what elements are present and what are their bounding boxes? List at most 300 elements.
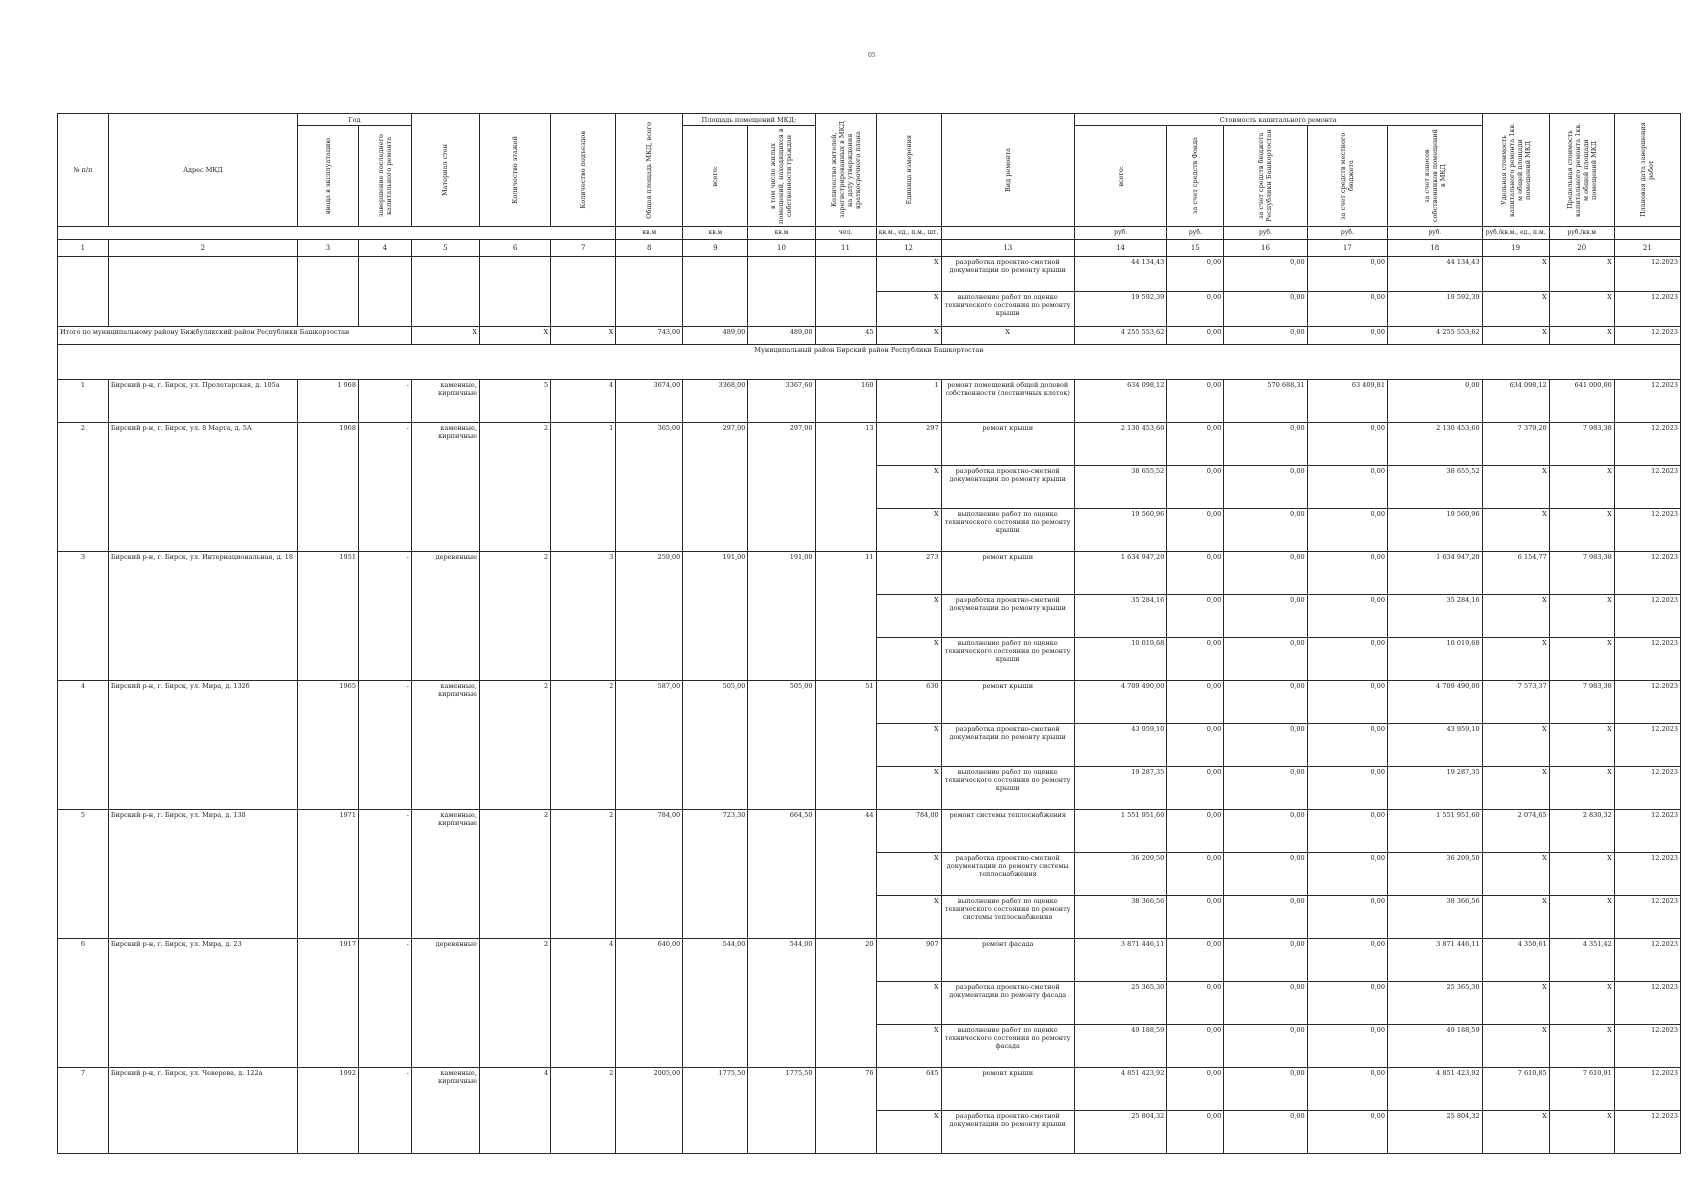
- specific-cost-cell: X: [1482, 982, 1549, 1025]
- cost-owners-cell: 44 134,43: [1387, 257, 1482, 292]
- repair-type-cell: выполнение работ по оценке технического состояния по ремонту крыши: [941, 509, 1074, 552]
- cost-fund-cell: 0,00: [1167, 595, 1224, 638]
- cost-local-cell: 0,00: [1307, 292, 1387, 327]
- wall-cell: каменные, кирпичные: [411, 380, 479, 423]
- header-repair-type: Вид ремонта: [941, 114, 1074, 227]
- address-cell: Бирский р-н, г. Бирск, ул. Чеверева, д. 122а: [108, 1068, 297, 1154]
- column-number-row: 1 2 3 4 5 6 7 8 9 10 11 12 13 14 15 16 17 18 19 20 21: [58, 240, 1681, 257]
- cost-fund-cell: 0,00: [1167, 810, 1224, 853]
- max-cost-cell: 641 000,00: [1549, 380, 1614, 423]
- cost-local-cell: 0,00: [1307, 595, 1387, 638]
- specific-cost-cell: X: [1482, 466, 1549, 509]
- cost-local-cell: 0,00: [1307, 724, 1387, 767]
- residential-cell: 297,00: [748, 423, 815, 552]
- residents-cell: 45: [815, 327, 876, 345]
- cost-local-cell: 0,00: [1307, 509, 1387, 552]
- unit-cell: X: [876, 257, 941, 292]
- cost-local-cell: 0,00: [1307, 257, 1387, 292]
- building-row: [58, 423, 1681, 466]
- cost-republic-cell: 0,00: [1224, 681, 1307, 724]
- empty-cell: [748, 257, 815, 327]
- header-year-group: Год: [297, 114, 411, 126]
- wall-cell: деревянные: [411, 939, 479, 1068]
- unit-cell: X: [876, 292, 941, 327]
- cost-republic-cell: 0,00: [1224, 595, 1307, 638]
- planned-date-cell: 12.2023: [1614, 292, 1680, 327]
- area-cell: 3674,00: [616, 380, 683, 423]
- cost-total-cell: 4 255 553,62: [1074, 327, 1167, 345]
- cost-local-cell: 0,00: [1307, 423, 1387, 466]
- cost-local-cell: 0,00: [1307, 767, 1387, 810]
- cost-total-cell: 38 655,52: [1074, 466, 1167, 509]
- cost-local-cell: 0,00: [1307, 853, 1387, 896]
- floors-cell: 2: [479, 810, 550, 939]
- cost-total-cell: 19 287,35: [1074, 767, 1167, 810]
- specific-cost-cell: X: [1482, 853, 1549, 896]
- repair-type-cell: выполнение работ по оценке технического состояния по ремонту фасада: [941, 1025, 1074, 1068]
- row-number: 6: [58, 939, 109, 1068]
- cost-republic-cell: 0,00: [1224, 939, 1307, 982]
- cost-owners-cell: 0,00: [1387, 380, 1482, 423]
- cost-fund-cell: 0,00: [1167, 423, 1224, 466]
- max-cost-cell: X: [1549, 853, 1614, 896]
- planned-date-cell: 12.2023: [1614, 380, 1680, 423]
- repair-type-cell: ремонт системы теплоснабжения: [941, 810, 1074, 853]
- section-title: Муниципальный район Бирский район Республики Башкортостан: [58, 345, 1681, 380]
- max-cost-cell: X: [1549, 767, 1614, 810]
- row-number: 7: [58, 1068, 109, 1154]
- specific-cost-cell: 4 350,61: [1482, 939, 1549, 982]
- planned-date-cell: 12.2023: [1614, 853, 1680, 896]
- cost-owners-cell: 43 959,10: [1387, 724, 1482, 767]
- wall-cell: каменные, кирпичные: [411, 810, 479, 939]
- cost-republic-cell: 0,00: [1224, 1111, 1307, 1154]
- header-year-commissioning: ввода в эксплуатацию: [297, 126, 358, 227]
- specific-cost-cell: X: [1482, 1111, 1549, 1154]
- repair-type-cell: выполнение работ по оценке технического состояния по ремонту системы теплоснабжения: [941, 896, 1074, 939]
- cost-owners-cell: 49 188,59: [1387, 1025, 1482, 1068]
- specific-cost-cell: 7 379,20: [1482, 423, 1549, 466]
- year-cell: 1965: [297, 681, 358, 810]
- floors-cell: 4: [479, 1068, 550, 1154]
- premises-cell: 723,30: [683, 810, 748, 939]
- max-cost-cell: X: [1549, 509, 1614, 552]
- specific-cost-cell: X: [1482, 638, 1549, 681]
- cost-fund-cell: 0,00: [1167, 939, 1224, 982]
- cost-fund-cell: 0,00: [1167, 1111, 1224, 1154]
- max-cost-cell: X: [1549, 292, 1614, 327]
- area-cell: 587,00: [616, 681, 683, 810]
- cost-total-cell: 634 098,12: [1074, 380, 1167, 423]
- empty-cell: [551, 257, 616, 327]
- header-cost-republic: за счет средств бюджета Республики Башкортостан: [1224, 126, 1307, 227]
- repair-type-cell: ремонт крыши: [941, 681, 1074, 724]
- cost-republic-cell: 0,00: [1224, 327, 1307, 345]
- specific-cost-cell: X: [1482, 509, 1549, 552]
- year-cell: 1951: [297, 552, 358, 681]
- floors-cell: 2: [479, 552, 550, 681]
- cost-owners-cell: 4 709 490,00: [1387, 681, 1482, 724]
- building-row: [58, 1068, 1681, 1111]
- empty-cell: [616, 257, 683, 327]
- building-row: [58, 939, 1681, 982]
- unit-cell: 784,00: [876, 810, 941, 853]
- unit-cell: X: [876, 638, 941, 681]
- header-cost-owners: за счет взносов собственников помещений в МКД: [1387, 126, 1482, 227]
- cost-owners-cell: 1 551 951,60: [1387, 810, 1482, 853]
- address-cell: Бирский р-н, г. Бирск, ул. Мира, д. 132б: [108, 681, 297, 810]
- planned-date-cell: 12.2023: [1614, 552, 1680, 595]
- repair-type-cell: разработка проектно-сметной документации по ремонту системы теплоснабжения: [941, 853, 1074, 896]
- residential-cell: 664,50: [748, 810, 815, 939]
- cost-owners-cell: 3 871 446,11: [1387, 939, 1482, 982]
- cost-total-cell: 1 634 947,20: [1074, 552, 1167, 595]
- table-header: [58, 114, 1681, 257]
- entrances-cell: 1: [551, 423, 616, 552]
- planned-date-cell: 12.2023: [1614, 595, 1680, 638]
- wall-cell: каменные, кирпичные: [411, 681, 479, 810]
- cost-owners-cell: 38 655,52: [1387, 466, 1482, 509]
- max-cost-cell: 7 610,91: [1549, 1068, 1614, 1111]
- floors-cell: 5: [479, 380, 550, 423]
- cost-republic-cell: 0,00: [1224, 982, 1307, 1025]
- last-repair-cell: -: [358, 380, 411, 423]
- cost-local-cell: 0,00: [1307, 1068, 1387, 1111]
- cost-local-cell: 0,00: [1307, 896, 1387, 939]
- unit-cell: X: [876, 509, 941, 552]
- cost-total-cell: 38 366,56: [1074, 896, 1167, 939]
- area-cell: 784,00: [616, 810, 683, 939]
- residents-cell: 11: [815, 552, 876, 681]
- header-premises-residential: в том числе жилых помещений, находящихся в собственности граждан: [748, 126, 815, 227]
- planned-date-cell: 12.2023: [1614, 638, 1680, 681]
- header-cost-local: за счет средств местного бюджета: [1307, 126, 1387, 227]
- cost-republic-cell: 570 688,31: [1224, 380, 1307, 423]
- cost-fund-cell: 0,00: [1167, 1068, 1224, 1111]
- unit-cell: X: [876, 767, 941, 810]
- max-cost-cell: X: [1549, 257, 1614, 292]
- max-cost-cell: X: [1549, 1025, 1614, 1068]
- unit-cell: 273: [876, 552, 941, 595]
- cost-total-cell: 44 134,43: [1074, 257, 1167, 292]
- entrances-cell: 4: [551, 380, 616, 423]
- residential-cell: 3367,60: [748, 380, 815, 423]
- empty-cell: [411, 257, 479, 327]
- cost-republic-cell: 0,00: [1224, 724, 1307, 767]
- planned-date-cell: 12.2023: [1614, 982, 1680, 1025]
- cost-fund-cell: 0,00: [1167, 724, 1224, 767]
- premises-cell: 489,00: [683, 327, 748, 345]
- header-max-cost: Предельная стоимость капитального ремонта 1кв. м общей площади помещений МКД: [1549, 114, 1614, 227]
- repair-type-cell: ремонт фасада: [941, 939, 1074, 982]
- header-cost-fund: за счет средств Фонда: [1167, 126, 1224, 227]
- section-row: [58, 345, 1681, 380]
- capital-repair-table: [57, 113, 1681, 1154]
- specific-cost-cell: 634 098,12: [1482, 380, 1549, 423]
- specific-cost-cell: X: [1482, 595, 1549, 638]
- cost-fund-cell: 0,00: [1167, 257, 1224, 292]
- header-premises-total: всего:: [683, 126, 748, 227]
- max-cost-cell: 7 983,38: [1549, 681, 1614, 724]
- max-cost-cell: 7 983,38: [1549, 552, 1614, 595]
- cost-total-cell: 49 188,59: [1074, 1025, 1167, 1068]
- planned-date-cell: 12.2023: [1614, 724, 1680, 767]
- cost-fund-cell: 0,00: [1167, 1025, 1224, 1068]
- repair-type-cell: разработка проектно-сметной документации по ремонту крыши: [941, 466, 1074, 509]
- subtotal-row: [58, 327, 1681, 345]
- cost-republic-cell: 0,00: [1224, 1068, 1307, 1111]
- specific-cost-cell: X: [1482, 724, 1549, 767]
- cost-total-cell: 4 851 423,92: [1074, 1068, 1167, 1111]
- building-row: [58, 810, 1681, 853]
- cost-republic-cell: 0,00: [1224, 552, 1307, 595]
- cost-total-cell: 19 560,96: [1074, 509, 1167, 552]
- residential-cell: 489,00: [748, 327, 815, 345]
- cost-local-cell: 0,00: [1307, 466, 1387, 509]
- header-wall: Материал стен: [411, 114, 479, 227]
- cost-local-cell: 63 409,81: [1307, 380, 1387, 423]
- area-cell: 640,00: [616, 939, 683, 1068]
- residential-cell: 191,00: [748, 552, 815, 681]
- cost-owners-cell: 35 284,16: [1387, 595, 1482, 638]
- max-cost-cell: X: [1549, 982, 1614, 1025]
- max-cost-cell: X: [1549, 466, 1614, 509]
- cost-total-cell: 36 209,50: [1074, 853, 1167, 896]
- subtotal-label: Итого по муниципальному району Бижбулякский район Республики Башкортостан: [58, 327, 412, 345]
- premises-cell: 544,00: [683, 939, 748, 1068]
- cost-republic-cell: 0,00: [1224, 292, 1307, 327]
- cost-total-cell: 10 019,68: [1074, 638, 1167, 681]
- max-cost-cell: X: [1549, 724, 1614, 767]
- carry-row: [58, 257, 1681, 292]
- cost-republic-cell: 0,00: [1224, 638, 1307, 681]
- cost-fund-cell: 0,00: [1167, 638, 1224, 681]
- header-cost-group: Стоимость капитального ремонта: [1074, 114, 1482, 126]
- cost-fund-cell: 0,00: [1167, 552, 1224, 595]
- specific-cost-cell: X: [1482, 767, 1549, 810]
- planned-date-cell: 12.2023: [1614, 896, 1680, 939]
- header-units-row: кв.м кв.м кв.м чел. кв.м., ед., п.м., шт. руб. руб. руб. руб. руб. руб./кв.м., ед., п.м. руб./кв.м: [58, 227, 1681, 240]
- max-cost-cell: X: [1549, 638, 1614, 681]
- repair-type-cell: ремонт крыши: [941, 423, 1074, 466]
- entrances-cell: 2: [551, 810, 616, 939]
- repair-type-cell: выполнение работ по оценке технического состояния по ремонту крыши: [941, 292, 1074, 327]
- planned-date-cell: 12.2023: [1614, 1111, 1680, 1154]
- repair-type-cell: ремонт крыши: [941, 552, 1074, 595]
- unit-cell: X: [876, 466, 941, 509]
- empty-cell: [815, 257, 876, 327]
- cost-local-cell: 0,00: [1307, 1025, 1387, 1068]
- repair-type-cell: разработка проектно-сметной документации по ремонту крыши: [941, 724, 1074, 767]
- cost-total-cell: 35 284,16: [1074, 595, 1167, 638]
- address-cell: Бирский р-н, г. Бирск, ул. 8 Марта, д. 5А: [108, 423, 297, 552]
- residential-cell: 544,00: [748, 939, 815, 1068]
- planned-date-cell: 12.2023: [1614, 1025, 1680, 1068]
- planned-date-cell: 12.2023: [1614, 509, 1680, 552]
- planned-date-cell: 12.2023: [1614, 681, 1680, 724]
- repair-type-cell: разработка проектно-сметной документации по ремонту фасада: [941, 982, 1074, 1025]
- cost-republic-cell: 0,00: [1224, 1025, 1307, 1068]
- repair-type-cell: ремонт помещений общей долевой собственности (лестничных клеток): [941, 380, 1074, 423]
- premises-cell: 191,00: [683, 552, 748, 681]
- year-cell: 1971: [297, 810, 358, 939]
- table-body: [58, 257, 1681, 1154]
- unit-cell: 297: [876, 423, 941, 466]
- max-cost-cell: 4 351,42: [1549, 939, 1614, 982]
- header-planned-date: Плановая дата завершения работ: [1614, 114, 1680, 227]
- empty-cell: [479, 257, 550, 327]
- row-number: 5: [58, 810, 109, 939]
- residents-cell: 76: [815, 1068, 876, 1154]
- max-cost-cell: 7 983,38: [1549, 423, 1614, 466]
- year-cell: 1 968: [297, 380, 358, 423]
- unit-cell: 630: [876, 681, 941, 724]
- entrances-cell: X: [551, 327, 616, 345]
- cost-owners-cell: 25 365,30: [1387, 982, 1482, 1025]
- header-residents: Количество жителей, зарегистрированных в МКД на дату утверждения краткосрочного плана: [815, 114, 876, 227]
- cost-republic-cell: 0,00: [1224, 896, 1307, 939]
- last-repair-cell: -: [358, 939, 411, 1068]
- cost-total-cell: 25 804,32: [1074, 1111, 1167, 1154]
- planned-date-cell: 12.2023: [1614, 327, 1680, 345]
- last-repair-cell: -: [358, 423, 411, 552]
- area-cell: 743,00: [616, 327, 683, 345]
- cost-republic-cell: 0,00: [1224, 509, 1307, 552]
- cost-fund-cell: 0,00: [1167, 327, 1224, 345]
- cost-owners-cell: 10 019,68: [1387, 638, 1482, 681]
- cost-owners-cell: 4 851 423,92: [1387, 1068, 1482, 1111]
- cost-republic-cell: 0,00: [1224, 853, 1307, 896]
- header-num: № п/п: [58, 114, 109, 227]
- cost-fund-cell: 0,00: [1167, 853, 1224, 896]
- cost-owners-cell: 36 209,50: [1387, 853, 1482, 896]
- entrances-cell: 2: [551, 1068, 616, 1154]
- empty-cell: [358, 257, 411, 327]
- unit-cell: X: [876, 1111, 941, 1154]
- premises-cell: 297,00: [683, 423, 748, 552]
- repair-type-cell: разработка проектно-сметной документации по ремонту крыши: [941, 595, 1074, 638]
- header-year-last-repair: завершение последнего капитального ремонта: [358, 126, 411, 227]
- wall-cell: деревянные: [411, 552, 479, 681]
- cost-local-cell: 0,00: [1307, 638, 1387, 681]
- area-cell: 259,00: [616, 552, 683, 681]
- cost-fund-cell: 0,00: [1167, 681, 1224, 724]
- repair-type-cell: ремонт крыши: [941, 1068, 1074, 1111]
- specific-cost-cell: 7 573,37: [1482, 681, 1549, 724]
- address-cell: Бирский р-н, г. Бирск, ул. Интернациональная, д. 18: [108, 552, 297, 681]
- area-cell: 2005,00: [616, 1068, 683, 1154]
- cost-owners-cell: 38 366,56: [1387, 896, 1482, 939]
- wall-cell: X: [411, 327, 479, 345]
- floors-cell: 2: [479, 939, 550, 1068]
- row-number: 1: [58, 380, 109, 423]
- unit-cell: X: [876, 1025, 941, 1068]
- cost-total-cell: 4 709 490,00: [1074, 681, 1167, 724]
- address-cell: Бирский р-н, г. Бирск, ул. Пролетарская, д. 105а: [108, 380, 297, 423]
- empty-cell: [108, 257, 297, 327]
- cost-owners-cell: 19 560,96: [1387, 509, 1482, 552]
- repair-type-cell: разработка проектно-сметной документации по ремонту крыши: [941, 1111, 1074, 1154]
- residential-cell: 1775,50: [748, 1068, 815, 1154]
- header-premises-group: Площадь помещений МКД:: [683, 114, 815, 126]
- unit-cell: 907: [876, 939, 941, 982]
- specific-cost-cell: X: [1482, 292, 1549, 327]
- header-specific-cost: Удельная стоимость капитального ремонта 1кв. м общей площади помещений МКД: [1482, 114, 1549, 227]
- cost-fund-cell: 0,00: [1167, 896, 1224, 939]
- cost-republic-cell: 0,00: [1224, 767, 1307, 810]
- premises-cell: 3368,00: [683, 380, 748, 423]
- empty-cell: [297, 257, 358, 327]
- address-cell: Бирский р-н, г. Бирск, ул. Мира, д. 138: [108, 810, 297, 939]
- max-cost-cell: X: [1549, 327, 1614, 345]
- repair-type-cell: X: [941, 327, 1074, 345]
- wall-cell: каменные, кирпичные: [411, 423, 479, 552]
- area-cell: 365,00: [616, 423, 683, 552]
- page-number: 05: [868, 52, 876, 59]
- cost-owners-cell: 4 255 553,62: [1387, 327, 1482, 345]
- premises-cell: 1775,50: [683, 1068, 748, 1154]
- header-cost-total: всего:: [1074, 126, 1167, 227]
- cost-fund-cell: 0,00: [1167, 767, 1224, 810]
- planned-date-cell: 12.2023: [1614, 466, 1680, 509]
- planned-date-cell: 12.2023: [1614, 939, 1680, 982]
- entrances-cell: 2: [551, 681, 616, 810]
- unit-cell: 1: [876, 380, 941, 423]
- year-cell: 1968: [297, 423, 358, 552]
- cost-local-cell: 0,00: [1307, 552, 1387, 595]
- unit-cell: X: [876, 982, 941, 1025]
- last-repair-cell: -: [358, 810, 411, 939]
- cost-republic-cell: 0,00: [1224, 810, 1307, 853]
- unit-cell: X: [876, 896, 941, 939]
- planned-date-cell: 12.2023: [1614, 423, 1680, 466]
- cost-fund-cell: 0,00: [1167, 509, 1224, 552]
- row-number: 4: [58, 681, 109, 810]
- cost-local-cell: 0,00: [1307, 681, 1387, 724]
- header-unit: Единица измерения: [876, 114, 941, 227]
- max-cost-cell: X: [1549, 1111, 1614, 1154]
- unit-cell: X: [876, 853, 941, 896]
- cost-fund-cell: 0,00: [1167, 380, 1224, 423]
- residents-cell: 160: [815, 380, 876, 423]
- specific-cost-cell: X: [1482, 257, 1549, 292]
- cost-total-cell: 19 592,39: [1074, 292, 1167, 327]
- empty-cell: [58, 257, 109, 327]
- unit-cell: X: [876, 327, 941, 345]
- unit-cell: 645: [876, 1068, 941, 1111]
- year-cell: 1917: [297, 939, 358, 1068]
- building-row: [58, 380, 1681, 423]
- max-cost-cell: X: [1549, 896, 1614, 939]
- entrances-cell: 3: [551, 552, 616, 681]
- cost-republic-cell: 0,00: [1224, 423, 1307, 466]
- residents-cell: 51: [815, 681, 876, 810]
- floors-cell: X: [479, 327, 550, 345]
- cost-local-cell: 0,00: [1307, 939, 1387, 982]
- last-repair-cell: -: [358, 681, 411, 810]
- specific-cost-cell: 7 610,85: [1482, 1068, 1549, 1111]
- last-repair-cell: -: [358, 552, 411, 681]
- cost-total-cell: 1 551 951,60: [1074, 810, 1167, 853]
- cost-total-cell: 43 959,10: [1074, 724, 1167, 767]
- specific-cost-cell: 2 074,65: [1482, 810, 1549, 853]
- cost-republic-cell: 0,00: [1224, 257, 1307, 292]
- building-row: [58, 681, 1681, 724]
- floors-cell: 2: [479, 423, 550, 552]
- floors-cell: 2: [479, 681, 550, 810]
- cost-fund-cell: 0,00: [1167, 292, 1224, 327]
- cost-total-cell: 25 365,30: [1074, 982, 1167, 1025]
